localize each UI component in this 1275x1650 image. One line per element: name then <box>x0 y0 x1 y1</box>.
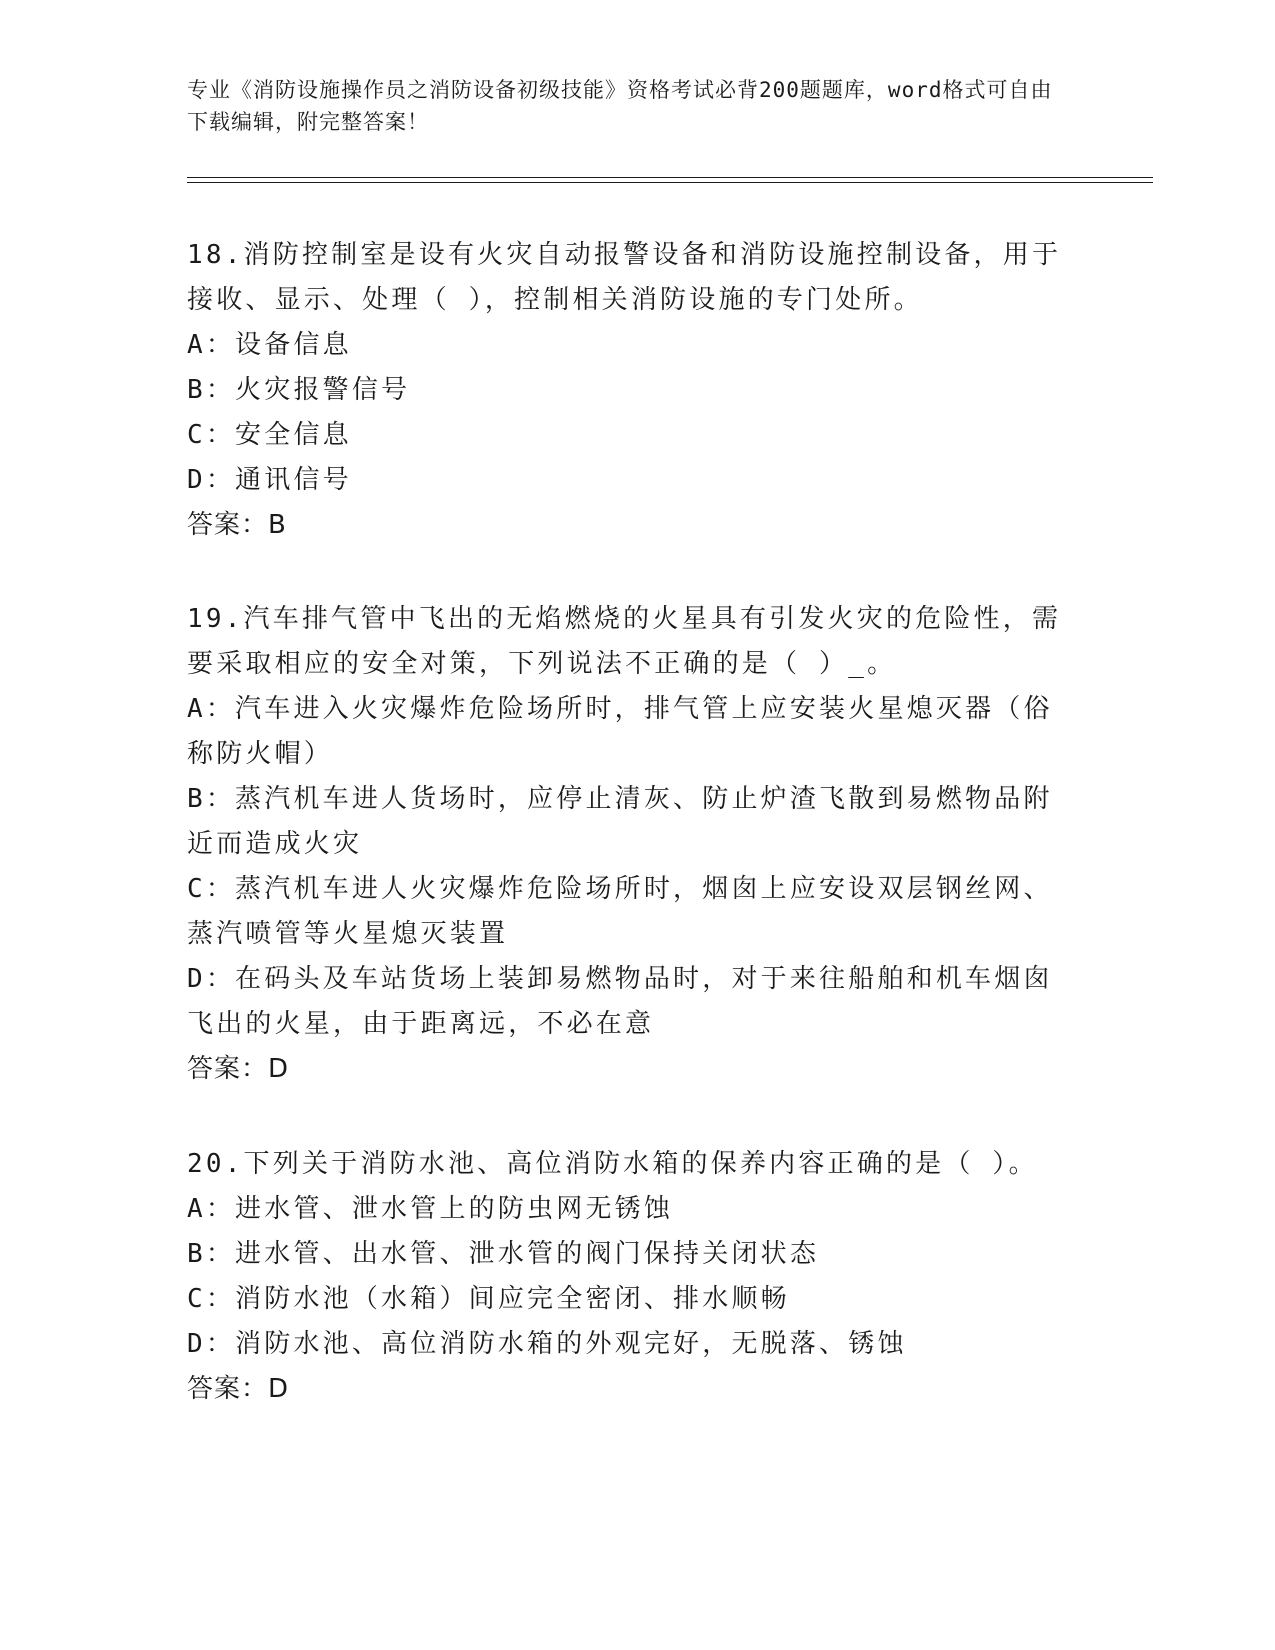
answer-line: 答案：B <box>187 510 287 540</box>
question-20 <box>187 1142 1067 1412</box>
option-b: B：进水管、出水管、泄水管的阀门保持关闭状态 <box>187 1239 820 1269</box>
option-b: B：蒸汽机车进人货场时，应停止清灰、防止炉渣飞散到易燃物品附近而造成火灾 <box>187 784 1053 859</box>
document-header: 专业《消防设施操作员之消防设备初级技能》资格考试必背200题题库，word格式可自由下载编辑，附完整答案！ <box>187 78 1053 134</box>
header-divider-bottom <box>187 182 1153 183</box>
option-c: C：消防水池（水箱）间应完全密闭、排水顺畅 <box>187 1284 790 1314</box>
option-a: A：设备信息 <box>187 330 352 360</box>
question-stem: 19.汽车排气管中飞出的无焰燃烧的火星具有引发火灾的危险性，需要采取相应的安全对策，下列说法不正确的是（ ）_。 <box>187 604 1062 679</box>
answer-line: 答案：D <box>187 1374 290 1404</box>
question-18 <box>187 233 1067 548</box>
option-c: C：安全信息 <box>187 420 352 450</box>
option-d: D：消防水池、高位消防水箱的外观完好，无脱落、锈蚀 <box>187 1329 907 1359</box>
option-d: D：在码头及车站货场上装卸易燃物品时，对于来往船舶和机车烟囱飞出的火星，由于距离远，不必在意 <box>187 964 1053 1039</box>
option-c: C：蒸汽机车进人火灾爆炸危险场所时，烟囱上应安设双层钢丝网、蒸汽喷管等火星熄灭装置 <box>187 874 1053 949</box>
question-stem: 18.消防控制室是设有火灾自动报警设备和消防设施控制设备，用于接收、显示、处理（ ），控制相关消防设施的专门处所。 <box>187 240 1062 315</box>
option-a: A：进水管、泄水管上的防虫网无锈蚀 <box>187 1194 674 1224</box>
question-19 <box>187 597 1067 1092</box>
header-divider-top <box>187 177 1153 178</box>
option-a: A：汽车进入火灾爆炸危险场所时，排气管上应安装火星熄灭器（俗称防火帽） <box>187 694 1053 769</box>
question-stem: 20.下列关于消防水池、高位消防水箱的保养内容正确的是（ ）。 <box>187 1149 1038 1179</box>
option-b: B：火灾报警信号 <box>187 375 411 405</box>
option-d: D：通讯信号 <box>187 465 352 495</box>
answer-line: 答案：D <box>187 1054 290 1084</box>
